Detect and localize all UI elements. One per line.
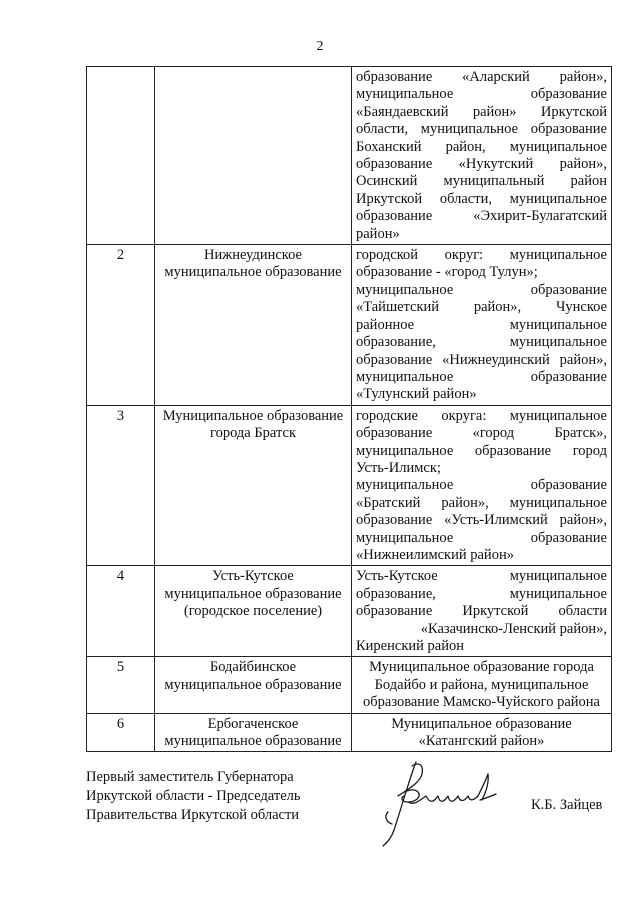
region-name: [155, 245, 352, 406]
name-line: Ербогаченское: [207, 715, 299, 732]
list-line: образование «Нукутский район»,: [356, 156, 607, 173]
list-line: Бодайбо и района, муниципальное: [374, 676, 589, 693]
list-line: муниципальное образование город: [356, 442, 607, 459]
region-name: [155, 713, 352, 752]
name-line: муниципальное образование: [164, 264, 342, 281]
list-line: образование Мамско-Чуйского района: [363, 694, 600, 711]
row-number: 4: [87, 566, 155, 657]
signatory-title: [86, 768, 301, 825]
list-line: образование, муниципальное: [356, 334, 607, 351]
list-line: образование, муниципальное: [356, 585, 607, 602]
table-row: [87, 245, 612, 406]
name-line: (городское поселение): [183, 603, 323, 620]
list-line: образование «Аларский район»,: [356, 69, 607, 85]
member-list: [352, 657, 612, 713]
list-line: образование «Нижнеудинский район»,: [356, 351, 607, 368]
list-line: «Баяндаевский район» Иркутской: [356, 103, 607, 120]
list-line: Киренский район: [356, 638, 464, 654]
list-line: «Катангский район»: [418, 733, 545, 750]
name-line: муниципальное образование: [164, 733, 342, 750]
list-line: Муниципальное образование: [391, 715, 572, 732]
list-line: Муниципальное образование города: [369, 659, 594, 676]
region-name: [155, 566, 352, 657]
list-line: образование - «город Тулун»;: [356, 264, 538, 281]
list-line: образование «город Братск»,: [356, 425, 607, 442]
member-list: [352, 245, 612, 406]
member-list: [352, 67, 612, 245]
row-number: 5: [87, 657, 155, 713]
signatory-name: К.Б. Зайцев: [531, 797, 603, 813]
region-name: [155, 67, 352, 245]
list-line: области, муниципальное образование: [356, 121, 607, 138]
name-line: города Братск: [210, 425, 296, 442]
list-line: Усть-Илимск;: [356, 459, 441, 476]
region-name: [155, 657, 352, 713]
list-line: районное муниципальное: [356, 316, 607, 333]
list-line: «Нижнеилимский район»: [356, 546, 514, 563]
list-line: Боханский район, муниципальное: [356, 138, 607, 155]
name-line: муниципальное образование: [164, 676, 342, 693]
list-line: Усть-Кутское муниципальное: [356, 568, 607, 585]
table-row: [87, 67, 612, 245]
list-line: «Братский район», муниципальное: [356, 494, 607, 511]
signatory-title-line: Правительства Иркутской области: [86, 807, 300, 823]
list-line: Осинский муниципальный район: [356, 173, 607, 190]
signatory-title-line: Первый заместитель Губернатора: [86, 769, 294, 785]
list-line: «Тулунский район»: [356, 386, 477, 403]
region-name: [155, 405, 352, 566]
name-line: муниципальное образование: [164, 585, 342, 602]
list-line: городской округ: муниципальное: [356, 247, 607, 264]
list-line: образование «Усть-Илимский район»,: [356, 512, 607, 529]
list-line: муниципальное образование: [356, 529, 607, 546]
handwritten-signature: [368, 752, 508, 852]
member-list: [352, 713, 612, 752]
page-number: 2: [316, 39, 324, 54]
row-number: 2: [87, 245, 155, 406]
list-line: муниципальное образование: [356, 368, 607, 385]
name-line: Нижнеудинское: [204, 247, 302, 264]
list-line: образование «Эхирит-Булагатский: [356, 208, 607, 225]
row-number: 3: [87, 405, 155, 566]
table-row: [87, 657, 612, 713]
list-line: муниципальное образование: [356, 86, 607, 103]
name-line: Муниципальное образование: [162, 407, 344, 424]
list-line: «Тайшетский район», Чунское: [356, 299, 607, 316]
list-line: образование Иркутской области: [356, 603, 607, 620]
list-line: «Казачинско-Ленский район»,: [420, 620, 607, 637]
list-line: район»: [356, 225, 400, 242]
list-line: муниципальное образование: [356, 477, 607, 494]
member-list: [352, 405, 612, 566]
list-line: Иркутской области, муниципальное: [356, 190, 607, 207]
table-row: [87, 713, 612, 752]
member-list: [352, 566, 612, 657]
table-row: [87, 405, 612, 566]
signatory-title-line: Иркутской области - Председатель: [86, 788, 301, 804]
list-line: муниципальное образование: [356, 281, 607, 298]
regions-table: [86, 66, 612, 752]
name-line: Усть-Кутское: [212, 568, 294, 585]
name-line: Бодайбинское: [209, 659, 297, 676]
table-row: [87, 566, 612, 657]
list-line: городские округа: муниципальное: [356, 407, 607, 424]
row-number: 6: [87, 713, 155, 752]
row-number: [87, 67, 155, 245]
